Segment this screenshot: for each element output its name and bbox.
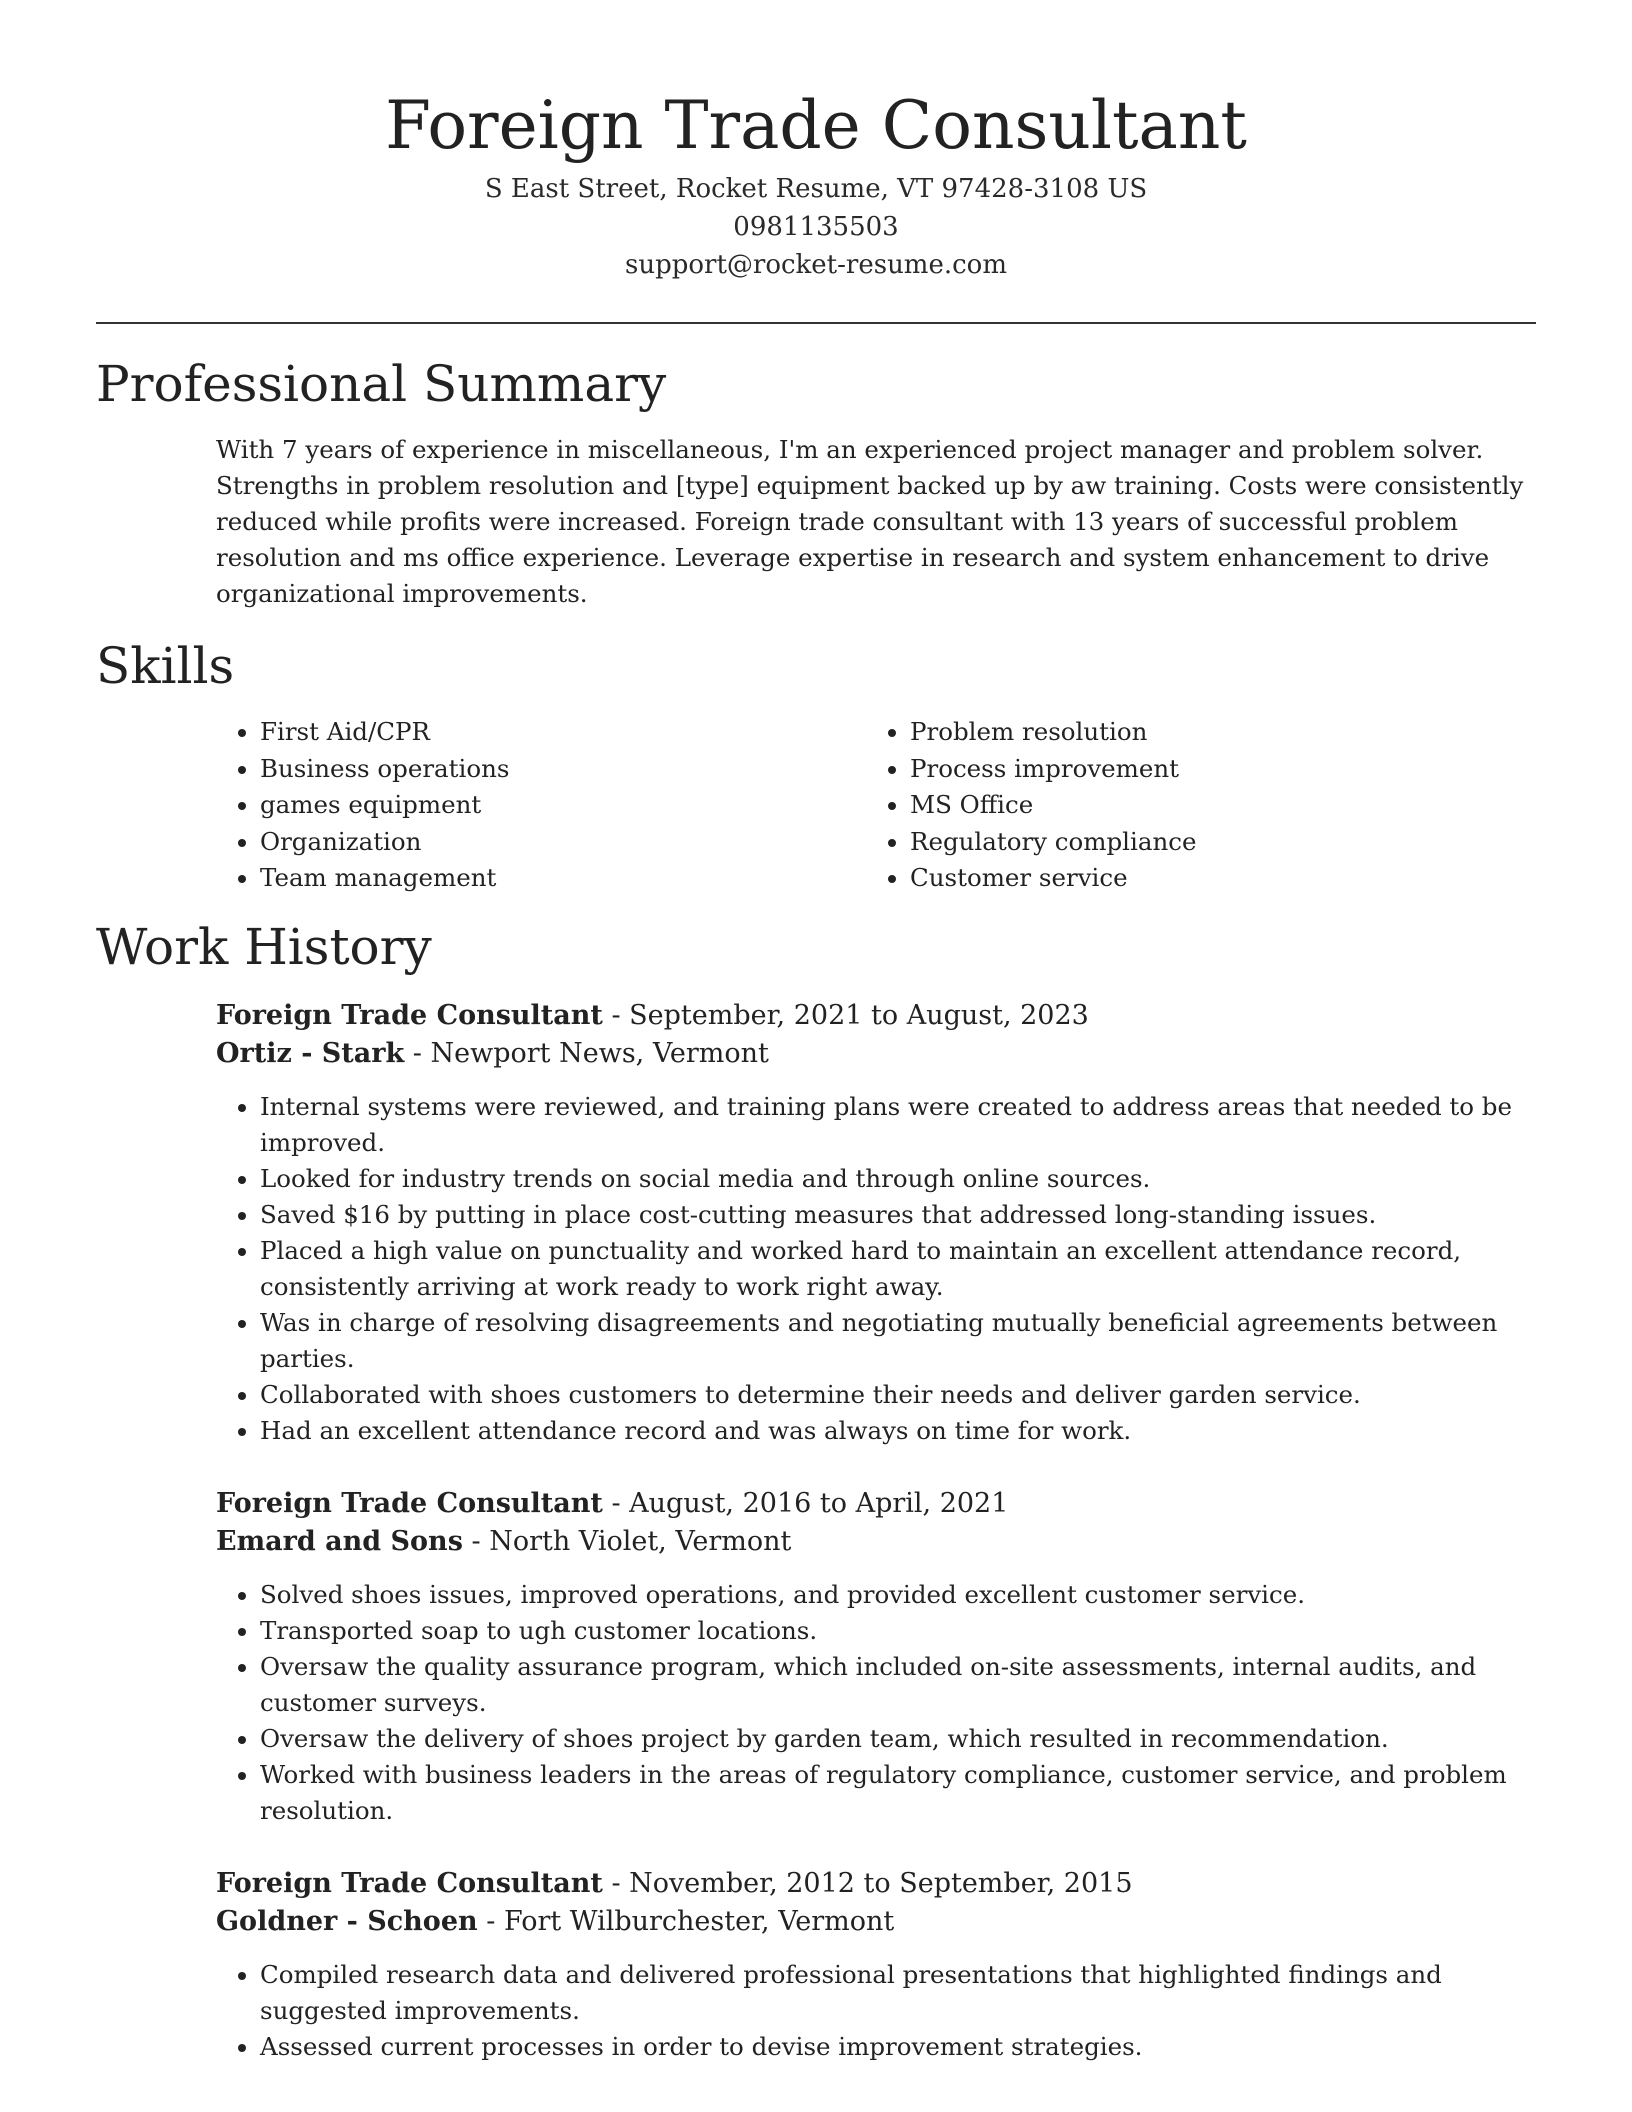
- skill-item: • MS Office: [910, 787, 1196, 824]
- separator: -: [477, 1905, 504, 1937]
- job-bullet: • Compiled research data and delivered professional presentations that highlighted findings and suggested improvements.: [260, 1957, 1536, 2029]
- job-bullet: • Assessed current processes in order to devise improvement strategies.: [260, 2029, 1536, 2065]
- job-company-line: [216, 1903, 1536, 1941]
- summary-text: With 7 years of experience in miscellaneous, I'm an experienced project manager and problem solver. Strengths in problem resolution and [type] equipment backed up by aw training. Costs were consistently reduced while profits were increased. Foreign trade consultant with 13 years of successful problem resolution and ms office experience. Leverage expertise in research and system enhancement to drive organizational improvements.: [216, 435, 1524, 608]
- job-title-line: [216, 997, 1536, 1035]
- skill-item: • Team management: [260, 860, 866, 897]
- contact-phone: 0981135503: [733, 212, 899, 242]
- skills-list: [216, 714, 1536, 897]
- job-bullet: • Looked for industry trends on social media and through online sources.: [260, 1161, 1536, 1197]
- skill-item: • Customer service: [910, 860, 1196, 897]
- resume-page: [96, 0, 1536, 2065]
- job-bullet: • Oversaw the delivery of shoes project by garden team, which resulted in recommendation.: [260, 1721, 1536, 1757]
- separator: -: [602, 999, 630, 1031]
- job-entry: [216, 1485, 1536, 1829]
- job-bullet: • Oversaw the quality assurance program, which included on-site assessments, internal audits, and customer surveys.: [260, 1649, 1536, 1721]
- skill-item: • Regulatory compliance: [910, 824, 1196, 861]
- job-bullet: • Collaborated with shoes customers to determine their needs and deliver garden service.: [260, 1377, 1536, 1413]
- job-bullet: • Was in charge of resolving disagreements and negotiating mutually beneficial agreements between parties.: [260, 1305, 1536, 1377]
- job-company: Emard and Sons: [216, 1525, 463, 1557]
- separator: -: [602, 1487, 630, 1519]
- contact-email: support@rocket-resume.com: [624, 250, 1007, 280]
- job-company-line: [216, 1523, 1536, 1561]
- header-divider: [96, 322, 1536, 324]
- job-location: Fort Wilburchester, Vermont: [503, 1905, 895, 1937]
- job-dates: November, 2012 to September, 2015: [629, 1867, 1133, 1899]
- job-location: North Violet, Vermont: [489, 1525, 792, 1557]
- summary-heading: Professional Summary: [96, 355, 667, 413]
- job-title: Foreign Trade Consultant: [216, 1867, 603, 1899]
- skill-item: • Business operations: [260, 751, 866, 788]
- job-title: Foreign Trade Consultant: [216, 1487, 603, 1519]
- skill-item: • Process improvement: [910, 751, 1196, 788]
- job-title-line: [216, 1865, 1536, 1903]
- job-bullets: [216, 1577, 1536, 1829]
- candidate-name: Foreign Trade Consultant: [385, 87, 1247, 164]
- job-entry: [216, 1865, 1536, 2065]
- skill-item: • First Aid/CPR: [260, 714, 866, 751]
- job-bullets: [216, 1957, 1536, 2065]
- skill-item: • games equipment: [260, 787, 866, 824]
- job-bullet: • Saved $16 by putting in place cost-cutting measures that addressed long-standing issues.: [260, 1197, 1536, 1233]
- contact-address: S East Street, Rocket Resume, VT 97428-3108 US: [484, 174, 1148, 204]
- skills-column-right: [866, 714, 1196, 897]
- skills-heading: Skills: [96, 637, 235, 695]
- job-location: Newport News, Vermont: [430, 1037, 769, 1069]
- work-history-heading: Work History: [96, 917, 432, 976]
- job-bullet: • Internal systems were reviewed, and training plans were created to address areas that needed to be improved.: [260, 1089, 1536, 1161]
- job-bullet: • Transported soap to ugh customer locations.: [260, 1613, 1536, 1649]
- skill-item: • Problem resolution: [910, 714, 1196, 751]
- job-bullet: • Placed a high value on punctuality and worked hard to maintain an excellent attendance record, consistently arriving at work ready to work right away.: [260, 1233, 1536, 1305]
- separator: -: [602, 1867, 630, 1899]
- job-dates: August, 2016 to April, 2021: [629, 1487, 1009, 1519]
- job-bullet: • Worked with business leaders in the areas of regulatory compliance, customer service, and problem resolution.: [260, 1757, 1536, 1829]
- job-company-line: [216, 1035, 1536, 1073]
- job-entry: [216, 997, 1536, 1449]
- resume-header: [96, 0, 1536, 284]
- job-company: Ortiz - Stark: [216, 1037, 405, 1069]
- separator: -: [404, 1037, 431, 1069]
- job-bullet: • Solved shoes issues, improved operations, and provided excellent customer service.: [260, 1577, 1536, 1613]
- job-company: Goldner - Schoen: [216, 1905, 478, 1937]
- job-bullets: [216, 1089, 1536, 1449]
- skill-item: • Organization: [260, 824, 866, 861]
- job-title-line: [216, 1485, 1536, 1523]
- separator: -: [462, 1525, 490, 1557]
- job-bullet: • Had an excellent attendance record and was always on time for work.: [260, 1413, 1536, 1449]
- skills-column-left: [216, 714, 866, 897]
- job-dates: September, 2021 to August, 2023: [629, 999, 1089, 1031]
- job-title: Foreign Trade Consultant: [216, 999, 603, 1031]
